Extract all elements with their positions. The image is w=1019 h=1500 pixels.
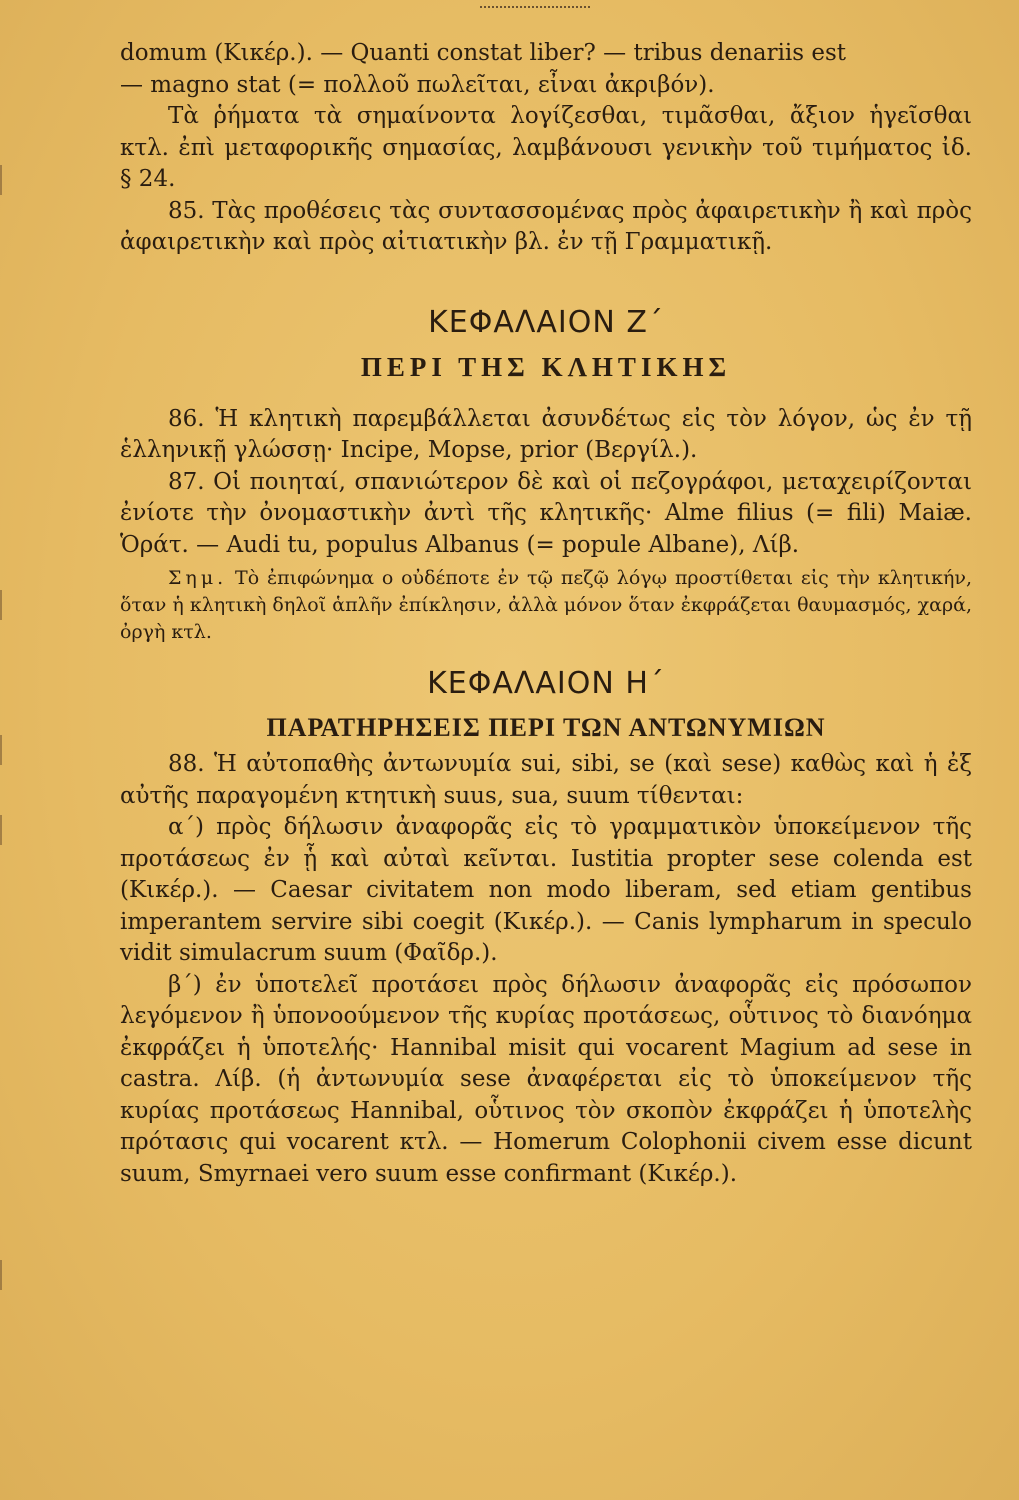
page-body bbox=[120, 38, 972, 1190]
paragraph-88: 88. Ἡ αὐτοπαθὴς ἀντωνυμία sui, sibi, se (καὶ sese) καθὼς καὶ ἡ ἐξ αὐτῆς παραγομένη κτητικὴ suus, sua, suum τίθενται: bbox=[120, 751, 972, 809]
paragraph-verbs: Τὰ ῥήματα τὰ σημαίνοντα λογίζεσθαι, τιμᾶσθαι, ἄξιον ἡγεῖσθαι κτλ. ἐπὶ μεταφορικῆς σημασίας, λαμβάνουσι γενικὴν τοῦ τιμήματος ἰδ. § 24. bbox=[120, 103, 972, 192]
chapter-7-title: ΚΕΦΑΛΑΙΟΝ Ζ΄ bbox=[428, 304, 664, 340]
note bbox=[120, 565, 972, 646]
margin-mark bbox=[0, 735, 8, 765]
margin-mark bbox=[0, 165, 8, 195]
chapter-8-title: ΚΕΦΑΛΑΙΟΝ Η΄ bbox=[427, 666, 665, 701]
paragraph-87: 87. Οἱ ποιηταί, σπανιώτερον δὲ καὶ οἱ πεζογράφοι, μεταχειρίζονται ἐνίοτε τὴν ὀνομαστικὴν ἀντὶ τῆς κλητικῆς· Alme filius (= fili) Maiæ. Ὁράτ. — Audi tu, populus Albanus (= popule Albane), Λίβ. bbox=[120, 468, 972, 558]
paragraph-88b: β΄) ἐν ὑποτελεῖ προτάσει πρὸς δήλωσιν ἀναφορᾶς εἰς πρόσωπον λεγόμενον ἢ ὑπονοούμενον τῆς κυρίας προτάσεως, οὗτινος τὸ διανόημα ἐκφράζει ἡ ὑποτελής· Hannibal misit qui vocarent Magium ad sese in castra. Λίβ. (ἡ ἀντωνυμία sese ἀναφέρεται εἰς τὸ ὑποκείμενον τῆς κυρίας προτάσεως Hannibal, οὗτινος τὸν σκοπὸν ἐκφράζει ἡ ὑποτελὴς πρότασις qui vocarent κτλ. — Homerum Colophonii civem esse dicunt suum, Smyrnaei vero suum esse confirmant (Κικέρ.). bbox=[120, 971, 972, 1187]
margin-mark bbox=[0, 590, 8, 620]
note-text: Τὸ ἐπιφώνημα o οὐδέποτε ἐν τῷ πεζῷ λόγῳ προστίθεται εἰς τὴν κλητικήν, ὅταν ἡ κλητικὴ δηλοῖ ἁπλῆν ἐπίκλησιν, ἀλλὰ μόνον ὅταν ἐκφράζεται θαυμασμός, χαρά, ὀργὴ κτλ. bbox=[120, 567, 972, 643]
top-dotted-rule bbox=[480, 6, 590, 10]
chapter-8-subtitle: ΠΑΡΑΤΗΡΗΣΕΙΣ ΠΕΡΙ ΤΩΝ ΑΝΤΩΝΥΜΙΩΝ bbox=[266, 712, 826, 742]
chapter-7-subtitle: ΠΕΡΙ ΤΗΣ ΚΛΗΤΙΚΗΣ bbox=[360, 352, 732, 382]
text-line: — magno stat (= πολλοῦ πωλεῖται, εἶναι ἀκριβόν). bbox=[120, 71, 715, 98]
text-line: domum (Κικέρ.). — Quanti constat liber? — tribus denariis est bbox=[120, 40, 847, 66]
margin-mark bbox=[0, 1260, 8, 1290]
paragraph-86: 86. Ἡ κλητικὴ παρεμβάλλεται ἀσυνδέτως εἰς τὸν λόγον, ὡς ἐν τῇ ἑλληνικῇ γλώσσῃ· Incipe, Mopse, prior (Βεργίλ.). bbox=[120, 405, 972, 463]
margin-mark bbox=[0, 815, 8, 845]
note-label: Σημ. bbox=[168, 567, 228, 589]
paragraph-88a: α΄) πρὸς δήλωσιν ἀναφορᾶς εἰς τὸ γραμματικὸν ὑποκείμενον τῆς προτάσεως ἐν ᾗ καὶ αὐταὶ κεῖνται. Iustitia propter sese colenda est (Κικέρ.). — Caesar civitatem non modo liberam, sed etiam gentibus imperantem servire sibi coegit (Κικέρ.). — Canis lympharum in speculo vidit simulacrum suum (Φαῖδρ.). bbox=[120, 814, 972, 966]
paragraph-85: 85. Τὰς προθέσεις τὰς συντασσομένας πρὸς ἀφαιρετικὴν ἢ καὶ πρὸς ἀφαιρετικὴν καὶ πρὸς αἰτιατικὴν βλ. ἐν τῇ Γραμματικῇ. bbox=[120, 197, 972, 255]
